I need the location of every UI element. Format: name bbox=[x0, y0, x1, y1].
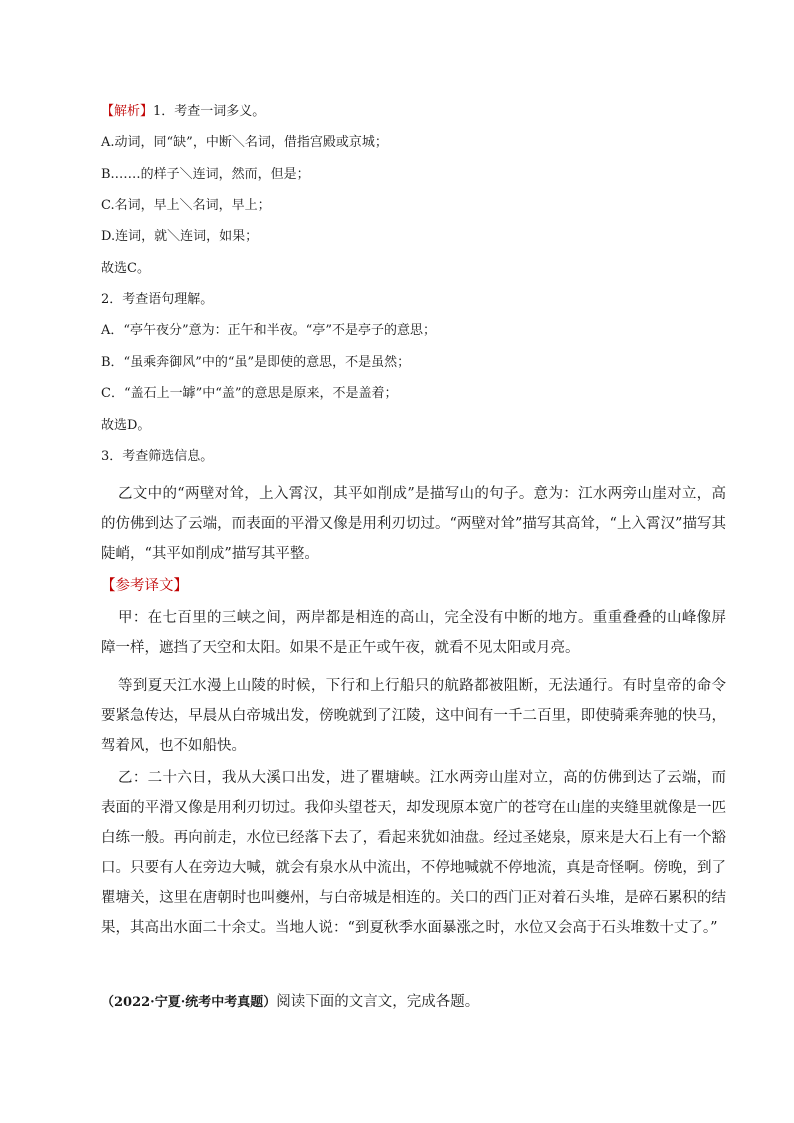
item1-option-a: A.动词，同“缺”，中断＼名词，借指宫殿或京城； bbox=[101, 135, 388, 150]
item2-option-a: A．“亭午夜分”意为：正午和半夜。“亭”不是亭子的意思； bbox=[101, 323, 436, 338]
item2-intro: 2．考查语句理解。 bbox=[101, 292, 214, 307]
translation-heading: 【参考译文】 bbox=[101, 578, 188, 594]
item2-option-b: B．“虽乘奔御风”中的“虽”是即使的意思，不是虽然； bbox=[101, 355, 411, 370]
next-question-line bbox=[101, 992, 479, 1013]
translation-para-3: 乙：二十六日，我从大溪口出发，进了瞿塘峡。江水两旁山崖对立，高的仿佛到达了云端，而表面的平滑又像是用利刃切过。我仰头望苍天，却发现原本宽广的苍穹在山崖的夹缝里就像是一匹白练一般。再向前走，水位已经落下去了，看起来犹如油盘。经过圣姥泉，原来是大石上有一个豁口。只要有人在旁边大喊，就会有泉水从中流出，不停地喊就不停地流，真是奇怪啊。傍晚，到了瞿塘关，这里在唐朝时也叫夔州，与白帝城是相连的。关口的西门正对着石头堆，是碎石累积的结果，其高出水面二十余丈。当地人说：“到夏秋季水面暴涨之时，水位又会高于石头堆数十丈了。” bbox=[101, 770, 726, 936]
item1-option-c: C.名词，早上＼名词，早上； bbox=[101, 198, 271, 213]
item2-option-c: C．“盖石上一罅”中“盖”的意思是原来，不是盖着； bbox=[101, 386, 398, 401]
item1-option-b: B.……的样子＼连词，然而，但是； bbox=[101, 167, 310, 182]
translation-para-1: 甲：在七百里的三峡之间，两岸都是相连的高山，完全没有中断的地方。重重叠叠的山峰像屏障一样，遮挡了天空和太阳。如果不是正午或午夜，就看不见太阳或月亮。 bbox=[101, 610, 726, 656]
item1-answer: 故选C。 bbox=[101, 261, 150, 276]
item3-intro: 3．考查筛选信息。 bbox=[101, 449, 214, 464]
analysis-heading-line bbox=[101, 103, 265, 121]
question-source: （2022·宁夏·统考中考真题） bbox=[101, 995, 277, 1010]
translation-para-2: 等到夏天江水漫上山陵的时候，下行和上行船只的航路都被阻断，无法通行。有时皇帝的命令要紧急传达，早晨从白帝城出发，傍晚就到了江陵，这中间有一千二百里，即使骑乘奔驰的快马，驾着风，也不如船快。 bbox=[101, 678, 726, 754]
question-instruction: 阅读下面的文言文，完成各题。 bbox=[276, 994, 480, 1010]
item1-option-d: D.连词，就＼连词，如果； bbox=[101, 229, 259, 244]
item2-answer: 故选D。 bbox=[101, 418, 151, 433]
item3-text: 乙文中的“两壁对耸，上入霄汉，其平如削成”是描写山的句子。意为：江水两旁山崖对立，高的仿佛到达了云端，而表面的平滑又像是用利刃切过。“两壁对耸”描写其高耸，“上入霄汉”描写其陡峭，“其平如削成”描写其平整。 bbox=[101, 486, 726, 562]
item1-intro: 1．考查一词多义。 bbox=[153, 104, 266, 119]
analysis-heading: 【解析】 bbox=[101, 104, 154, 119]
